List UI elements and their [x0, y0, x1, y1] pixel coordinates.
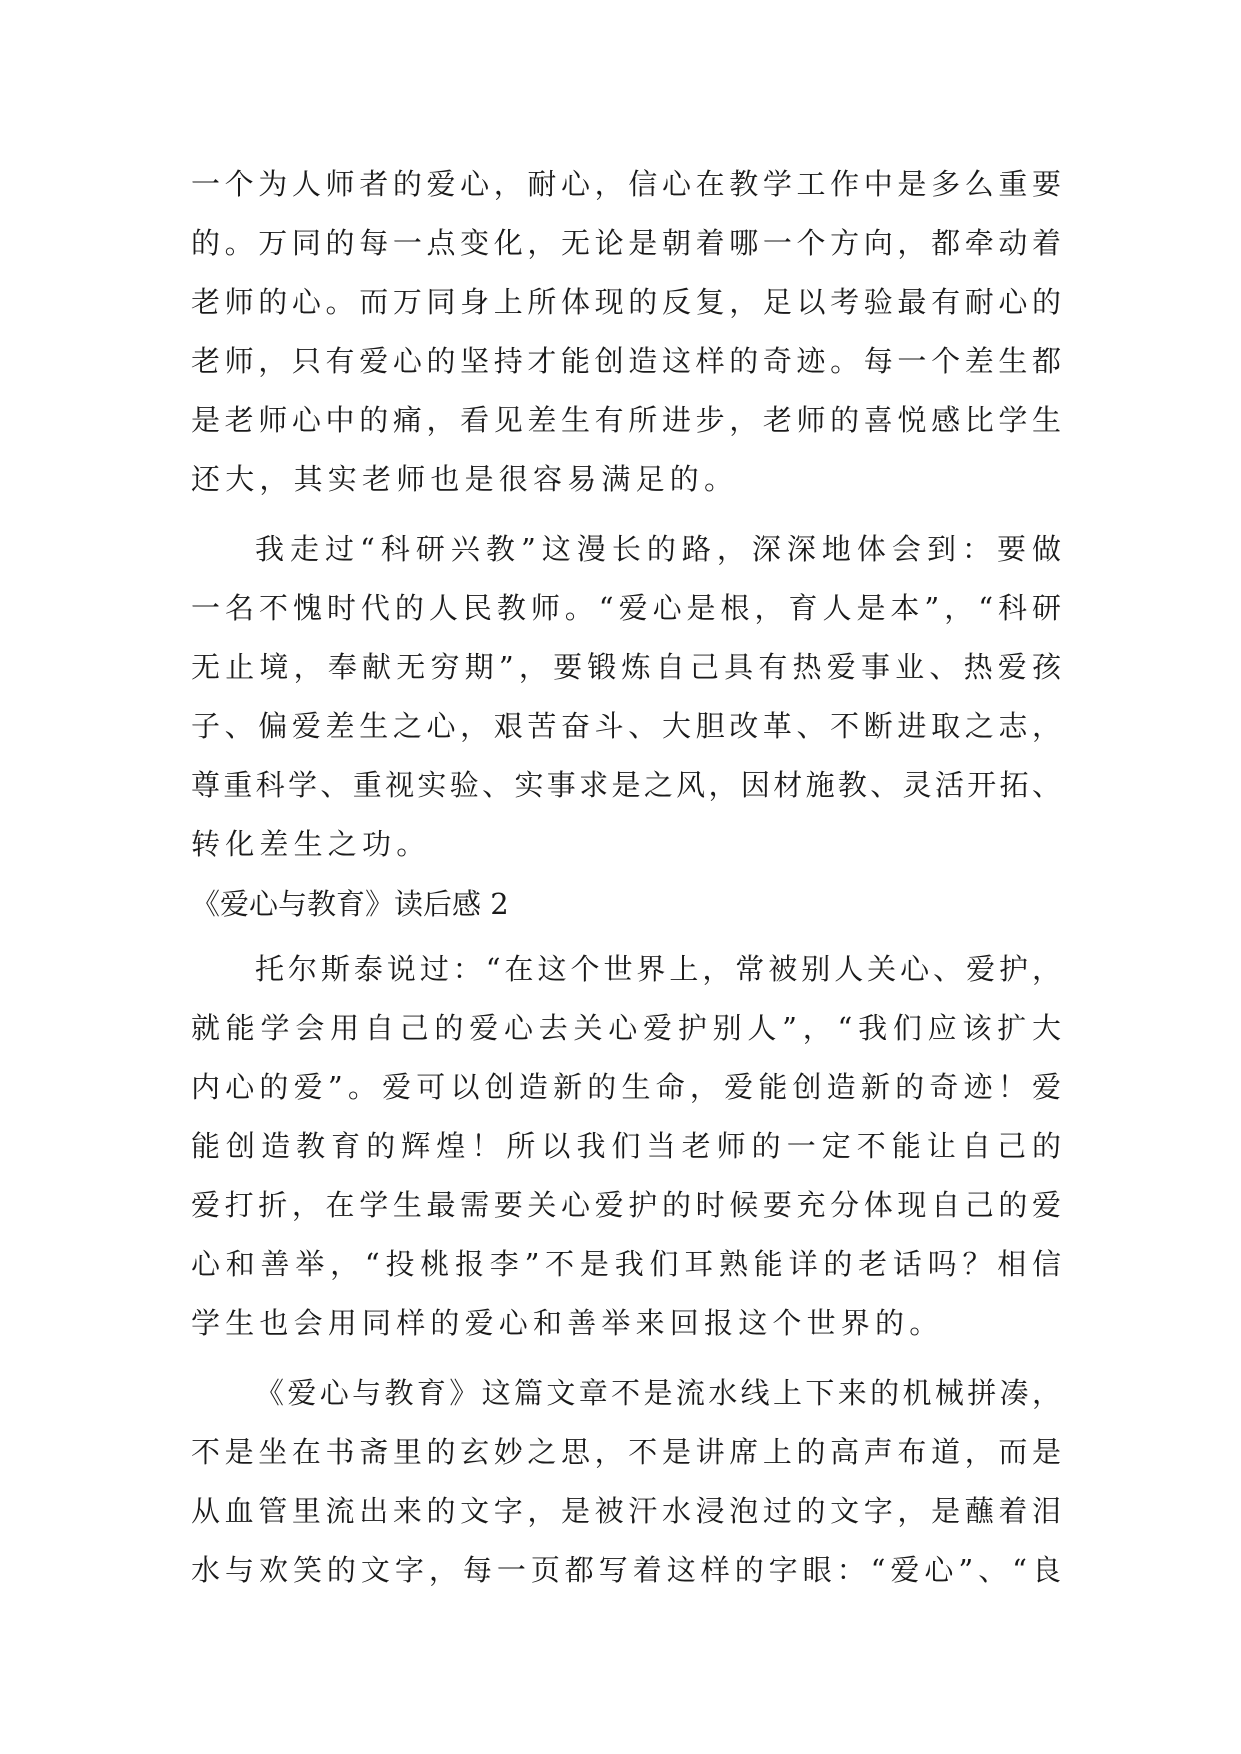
text-line: 托尔斯泰说过：“在这个世界上，常被别人关心、爱护， [255, 952, 1061, 986]
text-line: 能创造教育的辉煌！所以我们当老师的一定不能让自己的 [191, 1129, 1061, 1163]
text-line: 子、偏爱差生之心，艰苦奋斗、大胆改革、不断进取之志， [191, 709, 1061, 743]
text-line: 一名不愧时代的人民教师。“爱心是根，育人是本”，“科研 [191, 591, 1061, 625]
text-line: 是老师心中的痛，看见差生有所进步，老师的喜悦感比学生 [191, 403, 1061, 437]
paragraph-1 [191, 155, 1061, 509]
paragraph-4 [191, 1364, 1061, 1600]
paragraph-2 [191, 520, 1061, 874]
text-line: 《爱心与教育》这篇文章不是流水线上下来的机械拼凑， [255, 1376, 1061, 1410]
text-line: 无止境，奉献无穷期”，要锻炼自己具有热爱事业、热爱孩 [191, 650, 1061, 684]
paragraph-3 [191, 940, 1061, 1353]
text-line: 不是坐在书斋里的玄妙之思，不是讲席上的高声布道，而是 [191, 1435, 1061, 1469]
text-line: 水与欢笑的文字，每一页都写着这样的字眼：“爱心”、“良 [191, 1553, 1061, 1587]
text-line: 尊重科学、重视实验、实事求是之风，因材施教、灵活开拓、 [191, 768, 1061, 802]
text-line: 学生也会用同样的爱心和善举来回报这个世界的。 [191, 1306, 944, 1340]
text-line: 老师的心。而万同身上所体现的反复，足以考验最有耐心的 [191, 285, 1061, 319]
text-line: 心和善举，“投桃报李”不是我们耳熟能详的老话吗？相信 [191, 1247, 1061, 1281]
text-line: 内心的爱”。爱可以创造新的生命，爱能创造新的奇迹！爱 [191, 1070, 1061, 1104]
text-line: 就能学会用自己的爱心去关心爱护别人”，“我们应该扩大 [191, 1011, 1061, 1045]
text-line: 爱打折，在学生最需要关心爱护的时候要充分体现自己的爱 [191, 1188, 1061, 1222]
text-line: 老师，只有爱心的坚持才能创造这样的奇迹。每一个差生都 [191, 344, 1061, 378]
section-heading: 《爱心与教育》读后感 2 [191, 887, 509, 921]
text-line: 转化差生之功。 [191, 827, 431, 861]
document-page [191, 155, 1061, 1600]
text-line: 还大，其实老师也是很容易满足的。 [191, 462, 739, 496]
text-line: 的。万同的每一点变化，无论是朝着哪一个方向，都牵动着 [191, 226, 1061, 260]
text-line: 从血管里流出来的文字，是被汗水浸泡过的文字，是蘸着泪 [191, 1494, 1061, 1528]
text-line: 一个为人师者的爱心，耐心，信心在教学工作中是多么重要 [191, 167, 1061, 201]
text-line: 我走过“科研兴教”这漫长的路，深深地体会到：要做 [255, 532, 1061, 566]
